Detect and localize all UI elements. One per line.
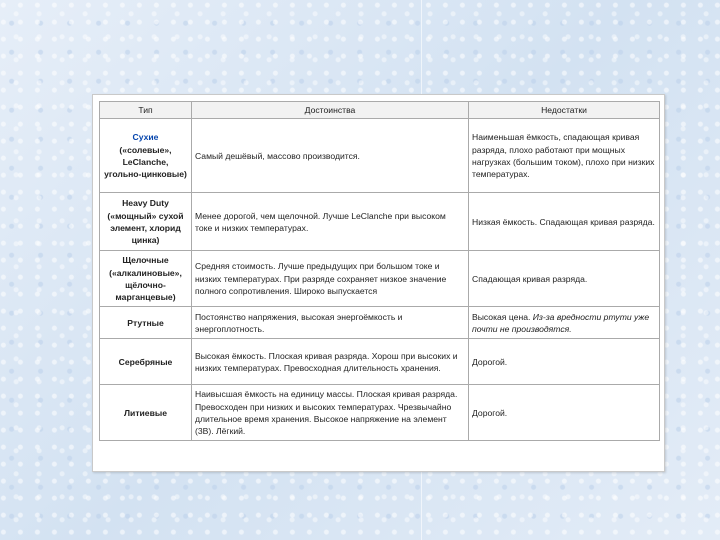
type-cell: Ртутные: [100, 307, 192, 339]
disadvantages-cell: Дорогой.: [469, 385, 660, 441]
table-row: [100, 307, 660, 339]
type-cell: Серебряные: [100, 339, 192, 385]
type-cell: [100, 119, 192, 193]
table-row: [100, 339, 660, 385]
disadvantages-cell: Наименьшая ёмкость, спадающая кривая разряда, плохо работают при мощных нагрузках (большим током), плохо при низких температурах.: [469, 119, 660, 193]
battery-comparison-table: [99, 101, 660, 441]
advantages-cell: Постоянство напряжения, высокая энергоёмкость и энергоплотность.: [192, 307, 469, 339]
disadvantages-plain: Высокая цена.: [472, 311, 531, 322]
table-row: [100, 251, 660, 307]
table-sheet: [92, 94, 665, 472]
disadvantages-cell: Низкая ёмкость. Спадающая кривая разряда.: [469, 193, 660, 251]
advantages-cell: Менее дорогой, чем щелочной. Лучше LeClanche при высоком токе и низких температурах.: [192, 193, 469, 251]
advantages-cell: Средняя стоимость. Лучше предыдущих при большом токе и низких температурах. При разряде сохраняет низкое значение полного сопротивления. Широко выпускается: [192, 251, 469, 307]
table-row: [100, 193, 660, 251]
type-rest: («солевые», LeClanche, угольно-цинковые): [104, 144, 187, 179]
disadvantages-cell: Дорогой.: [469, 339, 660, 385]
disadvantages-italic: Из-за вредности ртути уже почти не производятся.: [472, 311, 650, 334]
type-cell: Литиевые: [100, 385, 192, 441]
header-disadvantages: Недостатки: [469, 102, 660, 119]
header-type: Тип: [100, 102, 192, 119]
disadvantages-cell: Спадающая кривая разряда.: [469, 251, 660, 307]
type-cell: Щелочные («алкалиновые», щёлочно-марганцевые): [100, 251, 192, 307]
type-link-dry[interactable]: Сухие: [132, 132, 159, 143]
header-advantages: Достоинства: [192, 102, 469, 119]
table-header-row: [100, 102, 660, 119]
table-row: [100, 385, 660, 441]
advantages-cell: Наивысшая ёмкость на единицу массы. Плоская кривая разряда. Превосходен при низких и высоких температурах. Чрезвычайно длительное время хранения. Высокое напряжение на элемент (3В). Лёгкий.: [192, 385, 469, 441]
advantages-cell: Высокая ёмкость. Плоская кривая разряда. Хорош при высоких и низких температурах. Превосходная длительность хранения.: [192, 339, 469, 385]
disadvantages-cell: [469, 307, 660, 339]
table-row: [100, 119, 660, 193]
type-cell: Heavy Duty («мощный» сухой элемент, хлорид цинка): [100, 193, 192, 251]
advantages-cell: Самый дешёвый, массово производится.: [192, 119, 469, 193]
